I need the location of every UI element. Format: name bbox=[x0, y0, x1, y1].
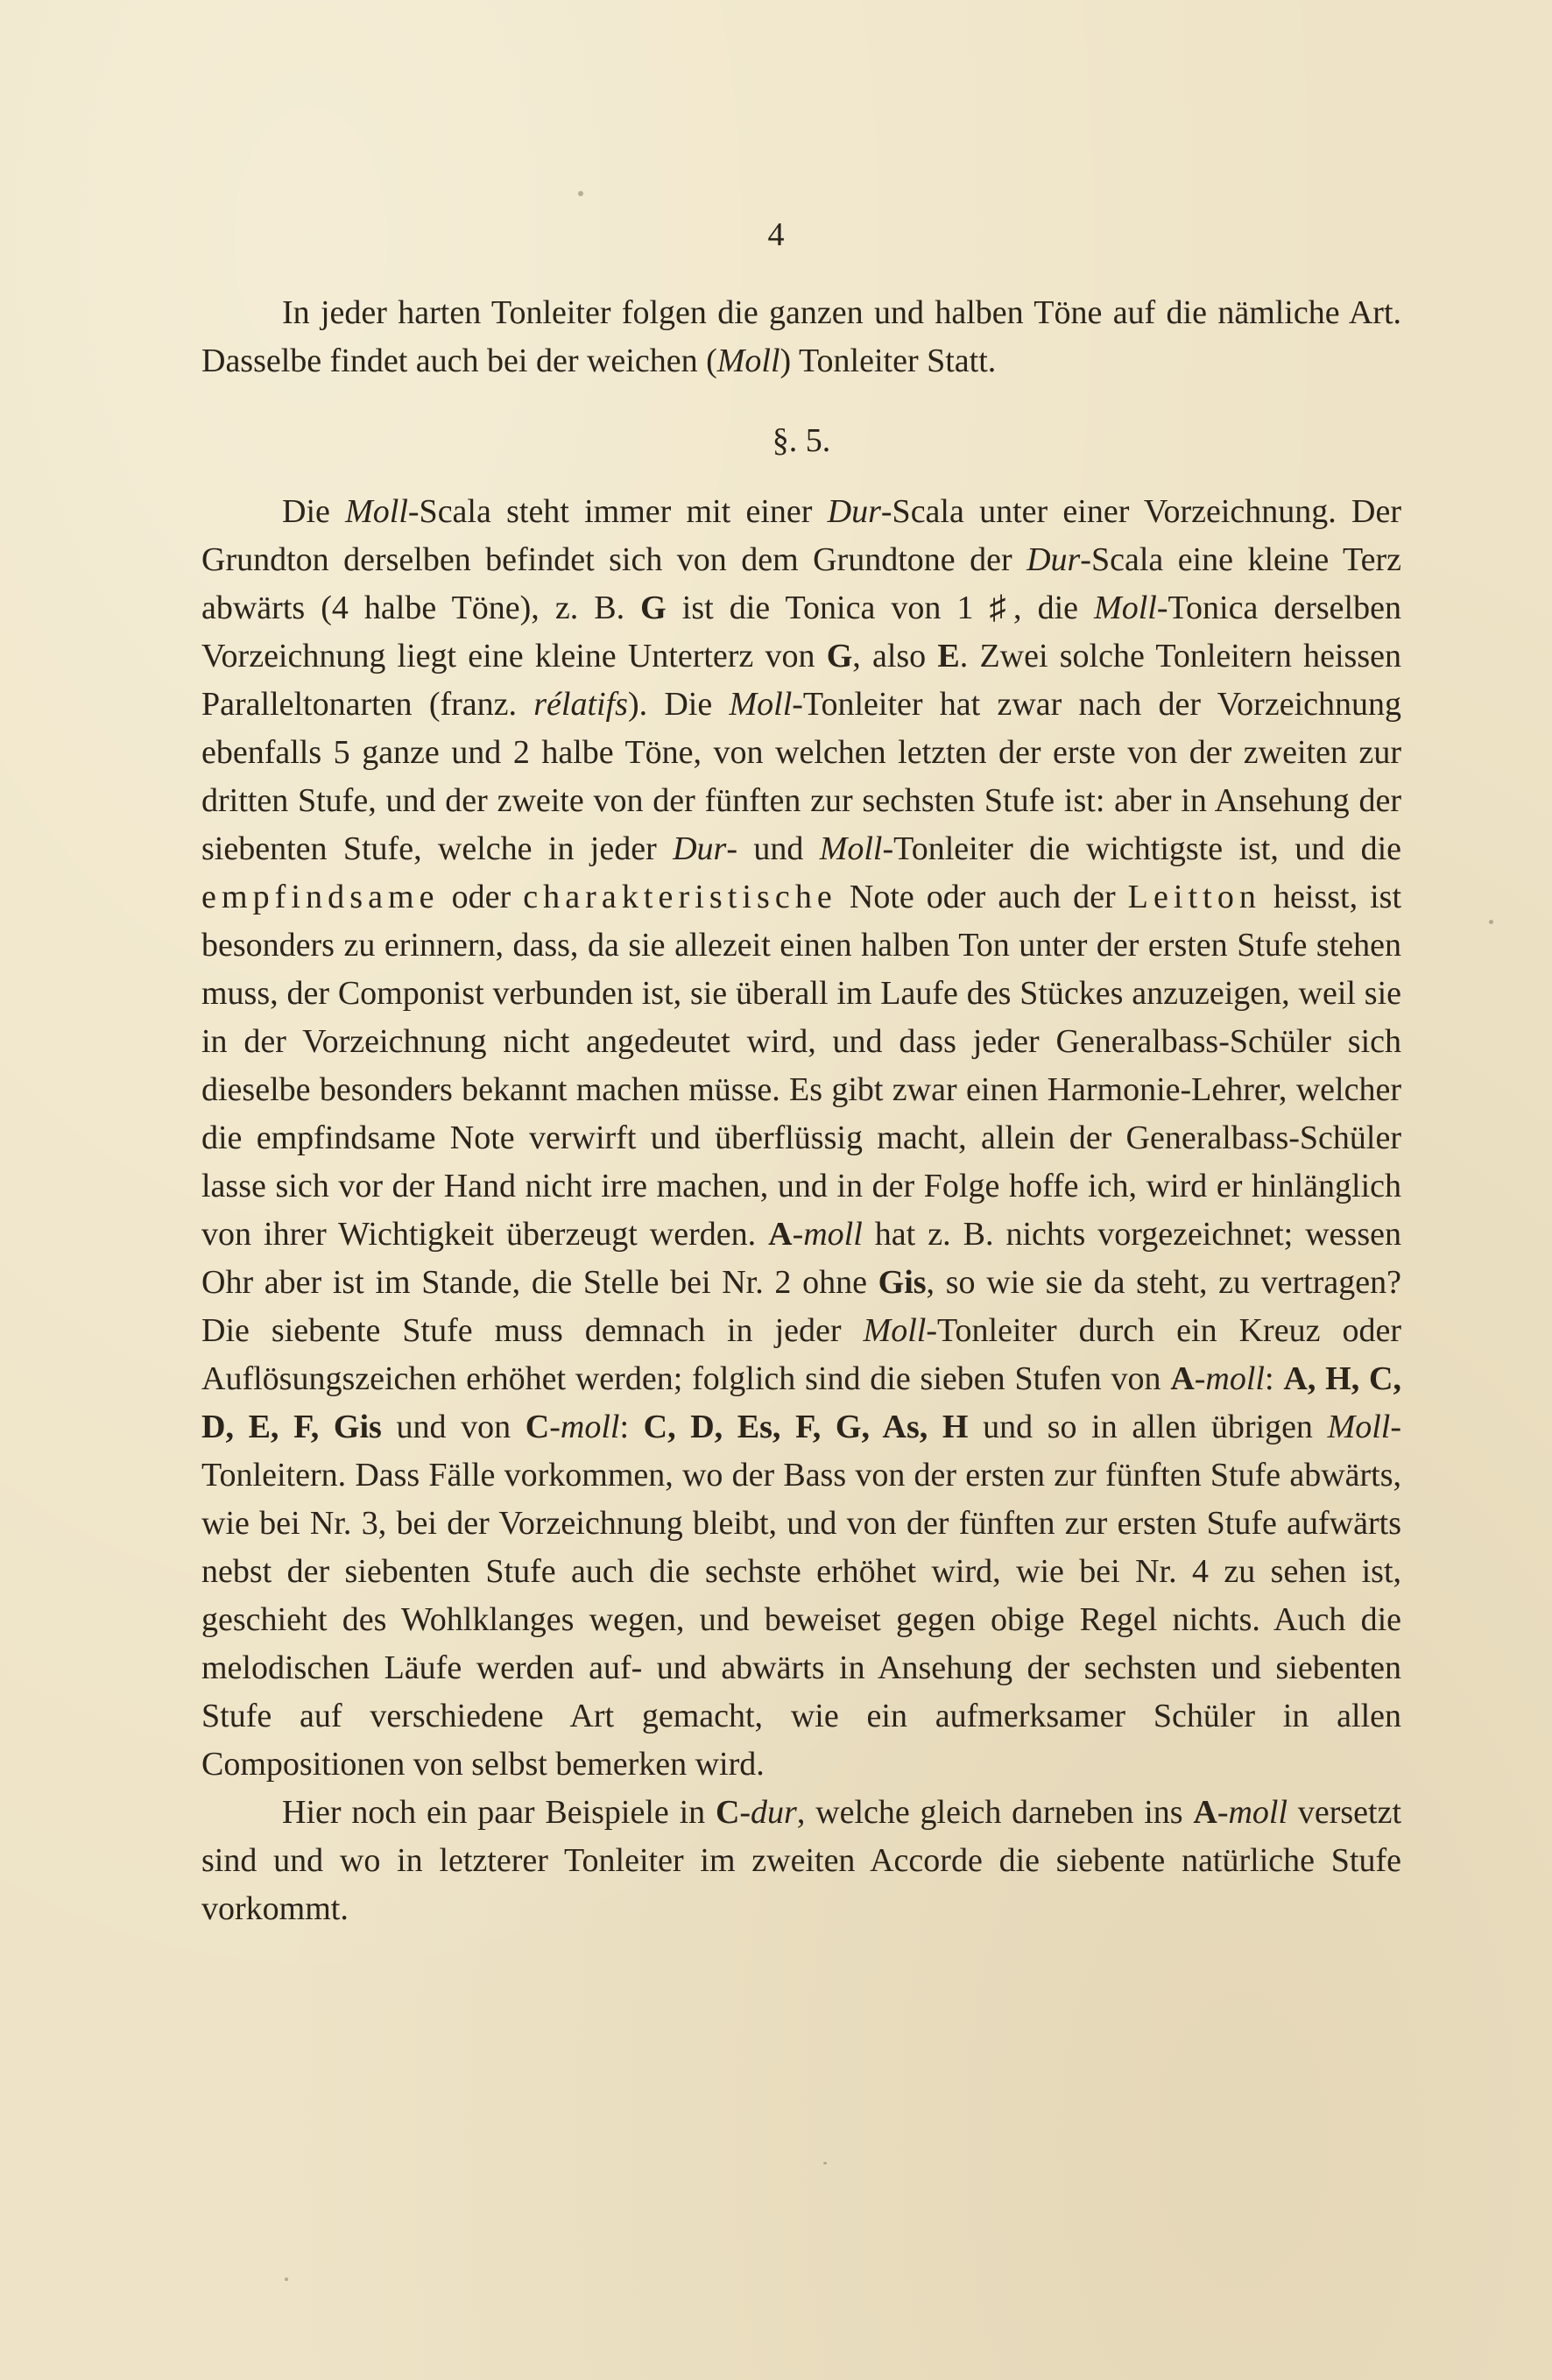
bold-note: A bbox=[1170, 1360, 1195, 1397]
text-run: , welche gleich darneben ins bbox=[796, 1794, 1194, 1831]
italic-term: Moll bbox=[819, 830, 883, 867]
text-run: , also bbox=[852, 638, 938, 674]
text-run: . Zwei solche Tonleitern heissen Paralleltonarten (franz. bbox=[201, 638, 1402, 723]
spaced-term: charakteristische bbox=[523, 879, 837, 915]
text-run: - und bbox=[726, 830, 820, 867]
text-run: -Scala steht immer mit einer bbox=[407, 493, 828, 530]
text-run: Die bbox=[282, 493, 346, 530]
italic-term: -moll bbox=[792, 1216, 863, 1253]
italic-term: Dur bbox=[673, 830, 727, 867]
italic-term: Moll bbox=[1327, 1409, 1391, 1445]
bold-note: E bbox=[937, 638, 960, 674]
text-run: und so in allen übrigen bbox=[968, 1409, 1328, 1445]
text-run: -Tonleiter durch ein Kreuz oder Auflösungszeichen erhöhet werden; folglich sind die sieben Stufen von bbox=[201, 1312, 1401, 1397]
italic-term: Dur bbox=[1026, 541, 1081, 578]
text-run: Note oder auch der bbox=[836, 879, 1128, 915]
bold-note-list: A, H, C, D, E, F, Gis bbox=[201, 1360, 1401, 1445]
bold-note: Gis bbox=[878, 1264, 927, 1301]
italic-term: Moll bbox=[1094, 590, 1157, 626]
text-run: -Tonleiter die wichtigste ist, und die bbox=[882, 830, 1402, 867]
text-run: : bbox=[619, 1409, 644, 1445]
italic-term: -moll bbox=[549, 1409, 620, 1445]
paragraph-examples bbox=[201, 1789, 1401, 1933]
paragraph-moll-scala bbox=[201, 488, 1401, 1789]
text-run: -Scala eine kleine Terz abwärts (4 halbe Töne), z. B. bbox=[201, 541, 1401, 626]
paper-speck bbox=[823, 2162, 827, 2165]
text-run: ) Tonleiter Statt. bbox=[780, 343, 997, 379]
text-run: und von bbox=[381, 1409, 526, 1445]
bold-note: C bbox=[525, 1409, 550, 1445]
text-run: ). Die bbox=[627, 686, 730, 723]
bold-note: G bbox=[640, 590, 667, 626]
italic-term: Dur bbox=[827, 493, 881, 530]
bold-note: G bbox=[826, 638, 853, 674]
bold-note: A bbox=[768, 1216, 793, 1253]
spaced-term: Leitton bbox=[1127, 879, 1261, 915]
italic-term: rélatifs bbox=[533, 686, 628, 723]
text-run: In jeder harten Tonleiter folgen die ganzen und halben Töne auf die nämliche Art. Dasselbe findet auch bei der weichen ( bbox=[201, 294, 1401, 379]
bold-note: C bbox=[715, 1794, 740, 1831]
text-run: versetzt sind und wo in letzterer Tonleiter im zweiten Accorde die siebente natürliche Stufe vorkommt. bbox=[201, 1794, 1401, 1927]
paper-speck bbox=[285, 2278, 288, 2281]
italic-term: -moll bbox=[1194, 1360, 1265, 1397]
italic-term: Moll bbox=[863, 1312, 927, 1349]
text-run: heisst, ist besonders zu erinnern, dass, da sie allezeit einen halben Ton unter der ersten Stufe stehen muss, der Componist verbunden ist, sie überall im Laufe des Stückes anzuzeigen, weil sie in der Vorzeichnung nicht angedeutet wird, und dass jeder Generalbass-Schüler sich dieselbe besonders bekannt machen müsse. Es gibt zwar einen Harmonie-Lehrer, welcher die empfindsame Note verwirft und überflüssig macht, allein der Generalbass-Schüler lasse sich vor der Hand nicht irre machen, und in der Folge hoffe ich, wird er hinlänglich von ihrer Wichtigkeit überzeugt werden. bbox=[201, 879, 1402, 1253]
page-body bbox=[201, 289, 1401, 1933]
text-run: -Tonleitern. Dass Fälle vorkommen, wo der Bass von der ersten zur fünften Stufe abwärts, wie bei Nr. 3, bei der Vorzeichnung bleibt, und von der fünften zur ersten Stufe aufwärts nebst der siebenten Stufe auch die sechste erhöhet wird, wie bei Nr. 4 zu sehen ist, geschieht des Wohlklanges wegen, und beweiset gegen obige Regel nichts. Auch die melodischen Läufe werden auf- und abwärts in Ansehung der sechsten und siebenten Stufe auf verschiedene Art gemacht, wie ein aufmerksamer Schüler in allen Compositionen von selbst bemerken wird. bbox=[201, 1409, 1402, 1783]
paragraph-intro bbox=[201, 289, 1401, 385]
page-number: 4 bbox=[767, 216, 785, 253]
italic-term: Moll bbox=[345, 493, 408, 530]
text-run: Hier noch ein paar Beispiele in bbox=[282, 1794, 716, 1831]
italic-term: -moll bbox=[1217, 1794, 1288, 1831]
text-run: ist die Tonica von 1 ♯, die bbox=[666, 590, 1095, 626]
italic-term: Moll bbox=[729, 686, 793, 723]
italic-term: -dur bbox=[739, 1794, 797, 1831]
bold-note: A bbox=[1193, 1794, 1217, 1831]
text-run: -Tonica derselben Vorzeichnung liegt eine kleine Unterterz von bbox=[201, 590, 1401, 674]
section-heading: §. 5. bbox=[772, 422, 831, 459]
bold-note-list: C, D, Es, F, G, As, H bbox=[643, 1409, 969, 1445]
spaced-term: empfindsame bbox=[201, 879, 440, 915]
paper-speck bbox=[1489, 920, 1493, 924]
italic-term: Moll bbox=[716, 343, 780, 379]
text-run: oder bbox=[439, 879, 524, 915]
paper-speck bbox=[578, 191, 583, 196]
text-run: -Scala unter einer Vorzeichnung. Der Grundton derselben befindet sich von dem Grundtone der bbox=[201, 493, 1401, 578]
text-run: -Tonleiter hat zwar nach der Vorzeichnung ebenfalls 5 ganze und 2 halbe Töne, von welchen letzten der erste von der zweiten zur dritten Stufe, und der zweite von der fünften zur sechsten Stufe ist: aber in Ansehung der siebenten Stufe, welche in jeder bbox=[201, 686, 1401, 867]
text-run: : bbox=[1265, 1360, 1284, 1397]
text-run: hat z. B. nichts vorgezeichnet; wessen Ohr aber ist im Stande, die Stelle bei Nr. 2 ohne bbox=[201, 1216, 1401, 1301]
text-run: , so wie sie da steht, zu vertragen? Die siebente Stufe muss demnach in jeder bbox=[201, 1264, 1401, 1349]
